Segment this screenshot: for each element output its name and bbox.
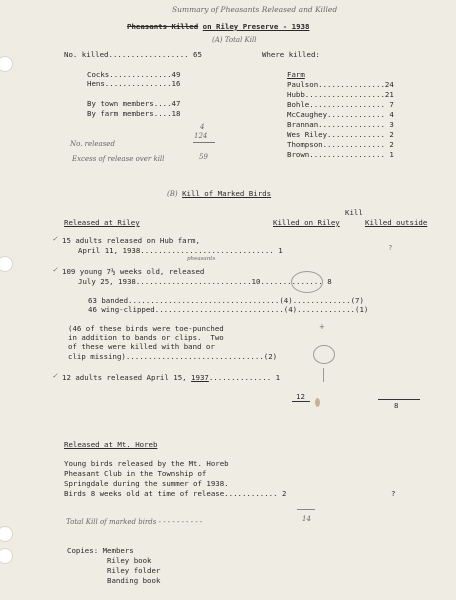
farm-row: Paulson...............24 <box>287 80 394 89</box>
hw-59: 59 <box>199 153 208 161</box>
copies-item: Riley book <box>107 556 152 565</box>
hens-line: Hens...............16 <box>87 79 181 88</box>
total-out-rule <box>378 399 420 400</box>
note-line: clip missing)...............................(2) <box>68 352 278 361</box>
hw-no-released: No. released <box>70 140 115 148</box>
entry2-line1: 109 young 7½ weeks old, released <box>62 267 205 276</box>
horeb-header: Released at Mt. Horeb <box>64 440 158 449</box>
banded-line: 63 banded..................................(4).............(7) <box>88 296 364 305</box>
punch-hole <box>0 526 13 542</box>
copies-item: Riley folder <box>107 566 161 575</box>
total-out-value: 8 <box>394 401 399 410</box>
cocks-line: Cocks..............49 <box>87 70 181 79</box>
pencil-circle <box>313 345 335 364</box>
horeb-line: Young birds released by the Mt. Horeb <box>64 459 229 468</box>
banded-out-value: (7) <box>350 296 364 305</box>
note-line: of these were killed with band or <box>68 342 215 351</box>
section-b-marker: (B) <box>167 190 178 198</box>
section-b-heading <box>167 189 271 199</box>
punch-hole <box>0 256 13 272</box>
note-value: (2) <box>263 352 278 361</box>
check-mark: ✓ <box>52 235 58 243</box>
entry3-year: 1937 <box>191 373 209 382</box>
hw-underline <box>193 142 215 143</box>
entry1-line1: 15 adults released on Hub farm, <box>62 236 200 245</box>
typed-title-rest: on Riley Preserve - 1938 <box>202 22 310 31</box>
pencil-mark <box>323 368 324 382</box>
entry1-out-value: ? <box>388 243 393 252</box>
killed-on-riley-header: Killed on Riley <box>273 218 340 227</box>
no-killed <box>64 50 202 59</box>
section-b-title: Kill of Marked Birds <box>182 189 272 198</box>
kill-header: Kill <box>345 208 363 217</box>
note-line: in addition to bands or clips. Two <box>68 333 224 342</box>
horeb-out-value: ? <box>391 489 396 498</box>
wing-on-value: (4) <box>283 305 298 314</box>
handwritten-title: Summary of Pheasants Released and Killed <box>172 5 338 14</box>
copies-item: Banding book <box>107 576 161 585</box>
hw-excess: Excess of release over kill <box>72 155 165 163</box>
check-mark: ✓ <box>52 266 58 274</box>
entry2-on-value: 10 <box>251 277 261 286</box>
no-killed-value: 65 <box>193 50 202 59</box>
hw-4: 4 <box>200 123 205 131</box>
horeb-line: Springdale during the summer of 1938. <box>64 479 229 488</box>
total-on-value: 12 <box>296 392 305 401</box>
punch-hole <box>0 548 13 564</box>
punch-hole <box>0 56 13 72</box>
total-on-rule <box>292 401 310 402</box>
killed-outside-header: Killed outside <box>365 218 428 227</box>
entry2-hw-insert: pheasants <box>187 256 216 262</box>
horeb-line: Pheasant Club in the Township of <box>64 469 207 478</box>
farm-row: Thompson.............. 2 <box>287 140 394 149</box>
hw-total-marked: Total Kill of marked birds - - - - - - - - - - <box>66 518 203 526</box>
hw-rule <box>297 509 315 510</box>
horeb-on-value: 2 <box>282 489 287 498</box>
farm-header: Farm <box>287 70 305 79</box>
wing-line: 46 wing-clipped.............................(4).............(1) <box>88 305 369 314</box>
copies-label: Copies: Members <box>67 546 134 555</box>
typed-title <box>127 22 309 31</box>
farm-row: Wes Riley............. 2 <box>287 130 394 139</box>
hw-124: 124 <box>194 132 208 140</box>
note-line: (46 of these birds were toe-punched <box>68 324 224 333</box>
wing-out-value: (1) <box>355 305 369 314</box>
pencil-circle <box>291 271 323 293</box>
where-killed-label: Where killed: <box>262 50 320 59</box>
entry1-line2: April 11, 1938.............................. 1 <box>78 246 283 255</box>
released-riley-header: Released at Riley <box>64 218 140 227</box>
entry3-on-value: 1 <box>275 373 281 382</box>
entry2-line2: July 25, 1938..........................10.............. 8 <box>78 277 332 286</box>
hw-14: 14 <box>302 515 311 523</box>
by-farm-line: By farm members....18 <box>87 109 181 118</box>
entry2-out-value: 8 <box>327 277 332 286</box>
farm-row: Hubb..................21 <box>287 90 394 99</box>
banded-on-value: (4) <box>279 296 293 305</box>
horeb-line: Birds 8 weeks old at time of release............ 2 <box>64 489 287 498</box>
section-a-note: (A) Total Kill <box>212 36 257 44</box>
entry1-on-value: 1 <box>278 246 283 255</box>
farm-row: McCaughey............. 4 <box>287 110 394 119</box>
no-killed-label: No. killed.................. <box>64 50 189 59</box>
stain <box>315 398 320 407</box>
check-mark: ✓ <box>52 372 58 380</box>
farm-row: Bohle................. 7 <box>287 100 394 109</box>
farm-row: Brannan............... 3 <box>287 120 394 129</box>
typed-title-struck: Pheasants Killed <box>127 22 199 31</box>
entry3-line: 12 adults released April 15, 1937.............. 1 <box>62 373 281 382</box>
by-town-line: By town members....47 <box>87 99 181 108</box>
pencil-mark: + <box>319 323 325 331</box>
farm-row: Brown................. 1 <box>287 150 394 159</box>
